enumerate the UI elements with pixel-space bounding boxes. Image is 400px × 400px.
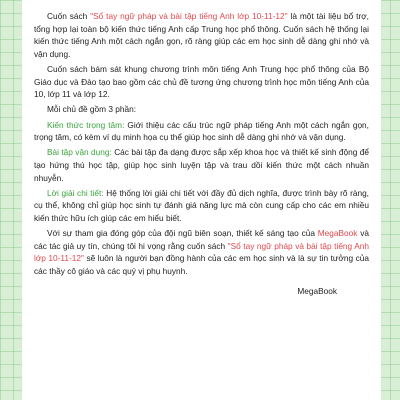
part-text: Các bài tập đa dạng được sắp xếp khoa học và thiết kế sinh động để tạo hứng thú học tập, giúp học sinh luyện tập và trau dồi kiến thức một cách nhuần nhuyễn.: [34, 147, 369, 183]
part-text: Giới thiệu các cấu trúc ngữ pháp tiếng Anh một cách ngắn gọn, trọng tâm, có kèm ví dụ minh họa cụ thể giúp học sinh dễ dàng ghi nhớ và vận dụng.: [34, 119, 369, 143]
part-text: Hệ thống lời giải chi tiết với đầy đủ dịch nghĩa, được trình bày rõ ràng, cụ thể, không chỉ giúp học sinh tự đánh giá năng lực mà còn cung cấp cho các em nhiều kiến thức hữu ích giúp các em hiểu biết.: [34, 187, 369, 223]
part-heading: Kiến thức trọng tâm:: [47, 119, 125, 130]
part-item-solutions: [34, 187, 369, 225]
book-title: "Sổ tay ngữ pháp và bài tập tiếng Anh lớp 10-11-12": [90, 11, 288, 21]
closing-text: Với sự tham gia đóng góp của đội ngũ biên soạn, thiết kế sáng tạo của: [47, 228, 318, 239]
part-heading: Bài tập vận dụng:: [47, 147, 112, 158]
intro-text: Cuốn sách: [47, 11, 91, 21]
closing-text-cont: và các tác giả uy tín, chúng tôi hi vọng rằng cuốn sách: [34, 228, 370, 251]
brand-name: MegaBook: [317, 228, 358, 239]
parts-intro: Mỗi chủ đề gồm 3 phần:: [47, 104, 137, 115]
closing-text-end: sẽ luôn là người bạn đồng hành của các em học sinh và là sự tin tưởng của các thầy cô giáo và các quý vị phụ huynh.: [34, 253, 370, 276]
intro-text-cont: là một tài liệu bổ trợ, tổng hợp lại toàn bộ kiến thức tiếng Anh cấp Trung học phổ thông. Cuốn sách hệ thống lại kiến thức tiếng Anh một cách ngắn gọn, rõ ràng giúp các em học sinh dễ dàng ghi nhớ và vận dụng.: [34, 11, 369, 59]
part-item-knowledge: [34, 119, 369, 144]
signature: MegaBook: [297, 286, 337, 297]
part-heading: Lời giải chi tiết:: [47, 187, 104, 198]
book-title: "Sổ tay ngữ pháp và bài tập tiếng Anh lớp 10-11-12": [34, 240, 369, 264]
intro-paragraph: [34, 10, 369, 60]
part-item-exercises: [34, 146, 369, 184]
curriculum-paragraph: Cuốn sách bám sát khung chương trình môn tiếng Anh Trung học phổ thông của Bộ Giáo dục và Đào tạo bao gồm các chủ đề tương ứng chương trình học môn tiếng Anh của 10, lớp 11 và lớp 12.: [34, 63, 369, 100]
preface-page: [22, 0, 381, 400]
closing-paragraph: [34, 227, 369, 277]
